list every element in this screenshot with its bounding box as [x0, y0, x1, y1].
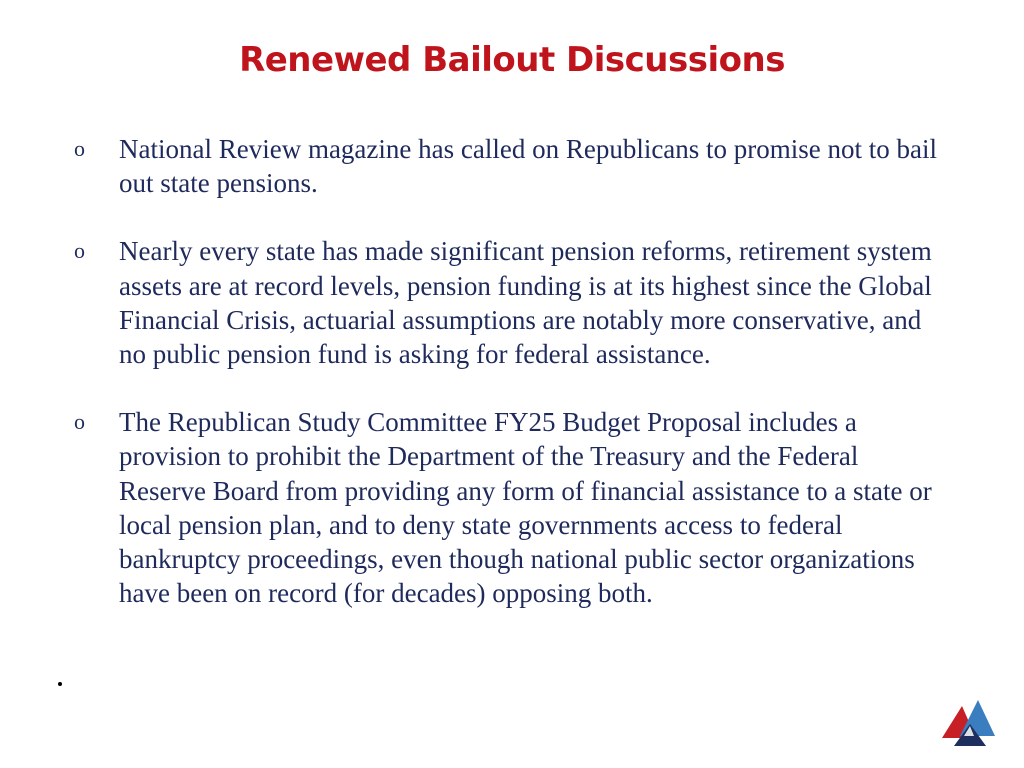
bullet-marker: o — [74, 409, 85, 435]
bullet-item — [72, 234, 952, 371]
bullet-list — [72, 132, 952, 644]
bullet-marker: o — [74, 136, 85, 161]
triangle-logo-icon — [940, 696, 996, 748]
bullet-text: National Review magazine has called on Republicans to promise not to bail out state pensions. — [119, 134, 938, 199]
stray-dot — [58, 682, 62, 686]
bullet-text: Nearly every state has made significant pension reforms, retirement system assets are at record levels, pension funding is at its highest since the Global Financial Crisis, actuarial assumptions are notably more conservative, and no public pension fund is asking for federal assistance. — [119, 236, 932, 370]
bullet-item — [72, 132, 952, 200]
bullet-text: The Republican Study Committee FY25 Budget Proposal includes a provision to prohibit the Department of the Treasury and the Federal Reserve Board from providing any form of financial assistance to a state or local pension plan, and to deny state governments access to federal bankruptcy proceedings, even though national public sector organizations have been on record (for decades) opposing both. — [119, 407, 932, 609]
slide-title: Renewed Bailout Discussions — [239, 40, 785, 80]
bullet-marker: o — [74, 238, 85, 264]
bullet-item — [72, 405, 952, 610]
